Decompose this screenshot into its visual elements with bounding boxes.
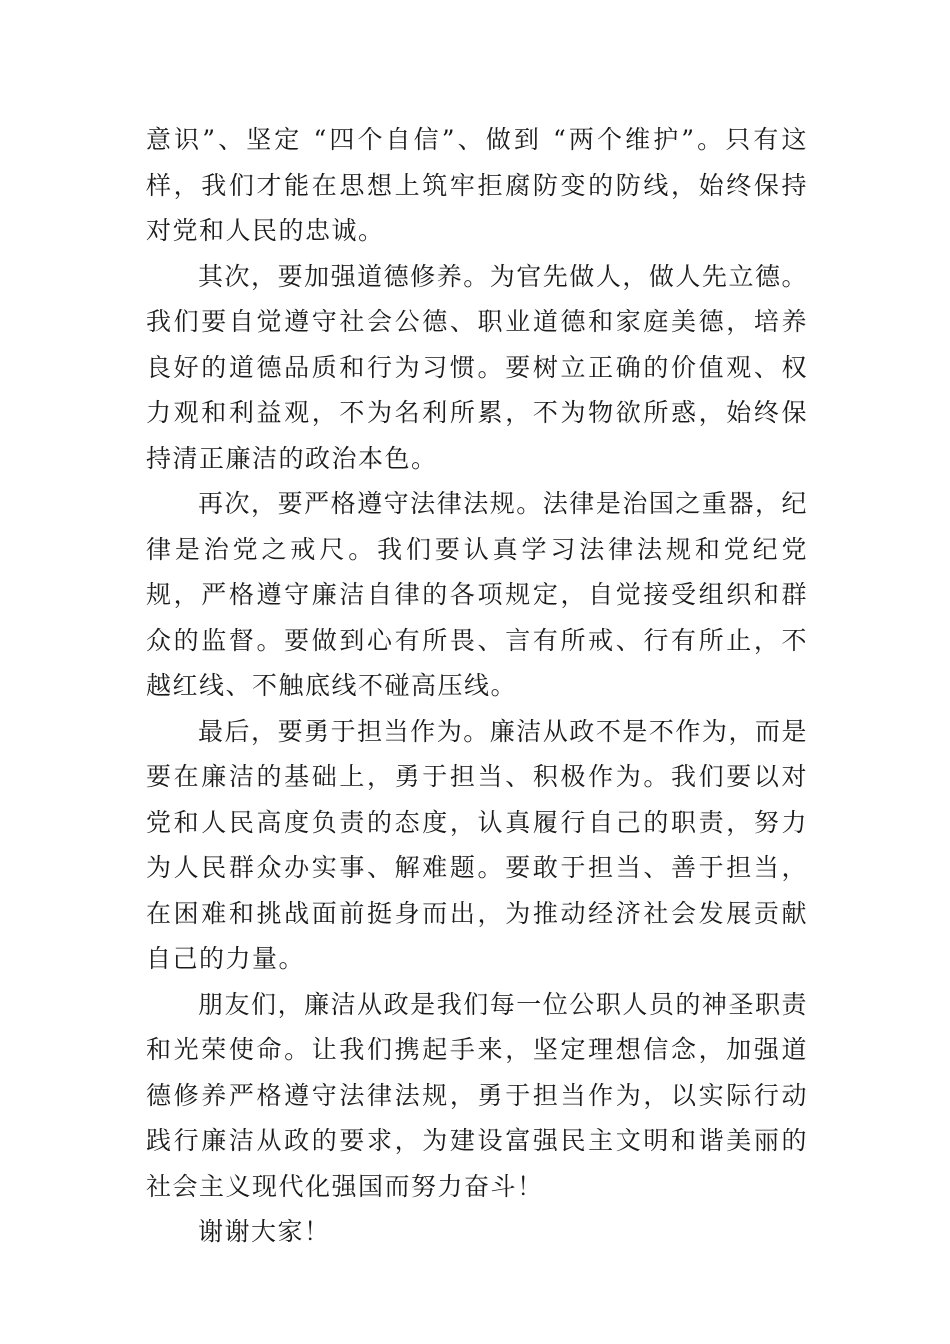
paragraph-thanks: 谢谢大家！ [198,1217,331,1246]
paragraph-responsibility: 最后，要勇于担当作为。廉洁从政不是不作为，而是要在廉洁的基础上，勇于担当、积极作为。我们要以对党和人民高度负责的态度，认真履行自己的职责，努力为人民群众办实事、解难题。要敢于担当、善于担当，在困难和挑战面前挺身而出，为推动经济社会发展贡献自己的力量。 [146,716,808,973]
paragraph-continuation: 意识”、坚定 “四个自信”、做到 “两个维护”。只有这样，我们才能在思想上筑牢拒腐防变的防线，始终保持对党和人民的忠诚。 [146,125,808,245]
document-body [146,117,808,1255]
paragraph-moral-cultivation: 其次，要加强道德修养。为官先做人，做人先立德。我们要自觉遵守社会公德、职业道德和家庭美德，培养良好的道德品质和行为习惯。要树立正确的价值观、权力观和利益观，不为名利所累，不为物欲所惑，始终保持清正廉洁的政治本色。 [146,261,808,473]
paragraph-law-compliance: 再次，要严格遵守法律法规。法律是治国之重器，纪律是治党之戒尺。我们要认真学习法律法规和党纪党规，严格遵守廉洁自律的各项规定，自觉接受组织和群众的监督。要做到心有所畏、言有所戒、行有所止，不越红线、不触底线不碰高压线。 [146,489,808,700]
paragraph-closing-appeal: 朋友们，廉洁从政是我们每一位公职人员的神圣职责和光荣使命。让我们携起手来，坚定理想信念，加强道德修养严格遵守法律法规，勇于担当作为，以实际行动践行廉洁从政的要求，为建设富强民主文明和谐美丽的社会主义现代化强国而努力奋斗！ [146,989,808,1201]
